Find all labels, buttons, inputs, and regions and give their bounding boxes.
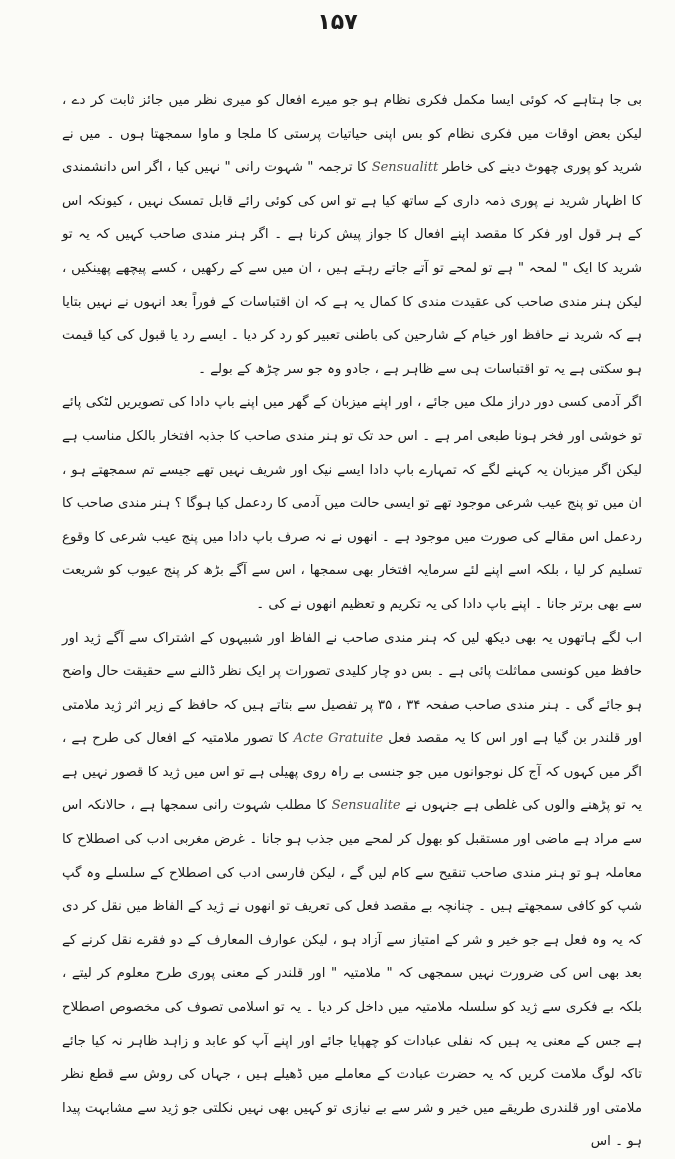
paragraph-text-continued-2: کا مطلب شہوت رانی سمجھا ہے ، حالانکہ اس سے مراد ہے ماضی اور مستقبل کو بھول کر لمحے میں جذب ہو جانا ۔ غرض مغربی ادب کی اصطلاح کا معاملہ ہو تو ہنر مندی صاحب تنقیح سے کام لیں گے ، لیکن فارسی ادب کی اصطلاح کے سلسلے وہ گپ شپ کو کافی سمجھتے ہیں ۔ چنانچہ بے مقصد فعل کی تعریف تو انھوں نے ژید کے الفاظ میں نقل کر دی کہ یہ وہ فعل ہے جو خیر و شر کے امتیاز سے آزاد ہو ، لیکن عوارف المعارف کے دو فقرے نقل کرنے کے بعد بھی اس کی ضرورت نہیں سمجھی کہ " ملامتیہ " اور قلندر کے معنی پوری طرح معلوم کر لیتے ، بلکہ بے فکری سے ژید کو سلسلہ ملامتیہ میں داخل کر دیا ۔ یہ تو اسلامی تصوف کی مخصوص اصطلاح ہے جس کے معنی یہ ہیں کہ نفلی عبادات کو چھپایا جائے اور اپنے آپ کو عابد و زاہد ظاہر نہ کیا جائے تاکہ لوگ ملامت کریں کہ یہ حضرت عبادت کے معاملے میں ڈھیلے ہیں ، جہاں کی روش سے قطع نظر ملامتی اور قلندری طریقے میں خیر و شر سے بے نیازی تو کہیں بھی نہیں نکلتی جو ژید سے مشابہت پیدا ہو ۔ اس: [62, 798, 642, 1149]
latin-term-2: Sensualite: [332, 798, 401, 813]
paragraph-3: [62, 622, 642, 1159]
paragraph-2: [62, 386, 642, 621]
page-number: ۱۵۷: [0, 10, 675, 35]
paragraph-text: اب لگے ہاتھوں یہ بھی دیکھ لیں کہ ہنر مندی صاحب نے الفاظ اور شبیہوں کے اشتراک سے آگے ژید اور حافظ میں کونسی مماثلت پائی ہے ۔ بس دو چار کلیدی تصورات پر ایک نظر ڈالنے سے حقیقت حال واضح ہو جائے گی ۔ ہنر مندی صاحب صفحہ ۳۴ ، ۳۵ پر تفصیل سے بتاتے ہیں کہ حافظ کے زیر اثر ژید ملامتی اور قلندر بن گیا ہے اور اس کا یہ مقصد فعل: [62, 631, 642, 747]
latin-term: Sensualitt: [372, 160, 439, 175]
paragraph-1: [62, 84, 642, 386]
urdu-body-text: [62, 84, 642, 1159]
paragraph-text-continued: کا ترجمہ " شہوت رانی " نہیں کیا ، اگر اس دانشمندی کا اظہار شرید نے پوری ذمہ داری کے ساتھ کیا ہے تو اس کی کوئی رائے قابل تمسک نہیں ، کیونکہ اس کے ہر قول اور فکر کا مقصد اپنے افعال کا جواز پیش کرنا ہے ۔ اگر ہنر مندی صاحب کہیں کہ یہ تو شرید کا ایک " لمحہ " ہے تو لمحے تو آتے جاتے رہتے ہیں ، ان میں سے کے رکھیں ، کسے پیچھے پھینکیں ، لیکن ہنر مندی صاحب کی عقیدت مندی کا کمال یہ ہے کہ ان اقتباسات کے فوراً بعد انہوں نے نہیں بتایا ہے کہ شرید نے حافظ اور خیام کے شارحین کی باطنی تعبیر کو رد کر دیا ۔ ایسے رد یا قبول کی کیا قیمت ہو سکتی ہے یہ تو اقتباسات ہی سے ظاہر ہے ، جادو وہ جو سر چڑھ کے بولے ۔: [62, 160, 642, 377]
paragraph-text: بی جا ہتاہے کہ کوئی ایسا مکمل فکری نظام ہو جو میرے افعال کو میری نظر میں جائز ثابت کر دے ، لیکن بعض اوقات میں فکری نظام کو بس اپنی حیاتیات پرستی کا ملجا و ماوا سمجھتا ہوں ۔ میں نے شرید کو پوری چھوٹ دینے کی خاطر: [62, 93, 642, 175]
paragraph-text: اگر آدمی کسی دور دراز ملک میں جائے ، اور اپنے میزبان کے گھر میں اپنے باپ دادا کی تصویریں لٹکی پائے تو خوشی اور فخر ہونا طبعی امر ہے ۔ اس حد تک تو ہنر مندی صاحب کا جذبہ افتخار بالکل مناسب ہے لیکن اگر میزبان یہ کہنے لگے کہ تمہارے باپ دادا ایسے نیک اور شریف نہیں تھے جیسے تم سمجھتے ہو ، ان میں تو پنج عیب شرعی موجود تھے تو ایسی حالت میں آدمی کا ردعمل کیا ہوگا ؟ ہنر مندی صاحب کا ردعمل اس مقالے کی صورت میں موجود ہے ۔ انھوں نے نہ صرف باپ دادا میں پنج عیب شرعی کا وقوع تسلیم کر لیا ، بلکہ اسے اپنے لئے سرمایہ افتخار بھی سمجھا ، اس سے آگے بڑھ کر پنج عیوب کو شریعت سے بھی برتر جانا ۔ اپنے باپ دادا کی یہ تکریم و تعظیم انھوں نے کی ۔: [62, 395, 642, 612]
latin-term: Acte Gratuite: [294, 731, 384, 746]
paragraph-text-continued: کا تصور ملامتیہ کے افعال کی طرح ہے ، اگر میں کہوں کہ آج کل نوجوانوں میں جو جنسی بے راہ روی پھیلی ہے تو اس میں ژید کا قصور نہیں ہے یہ تو پڑھنے والوں کی غلطی ہے جنہوں نے: [62, 731, 642, 813]
